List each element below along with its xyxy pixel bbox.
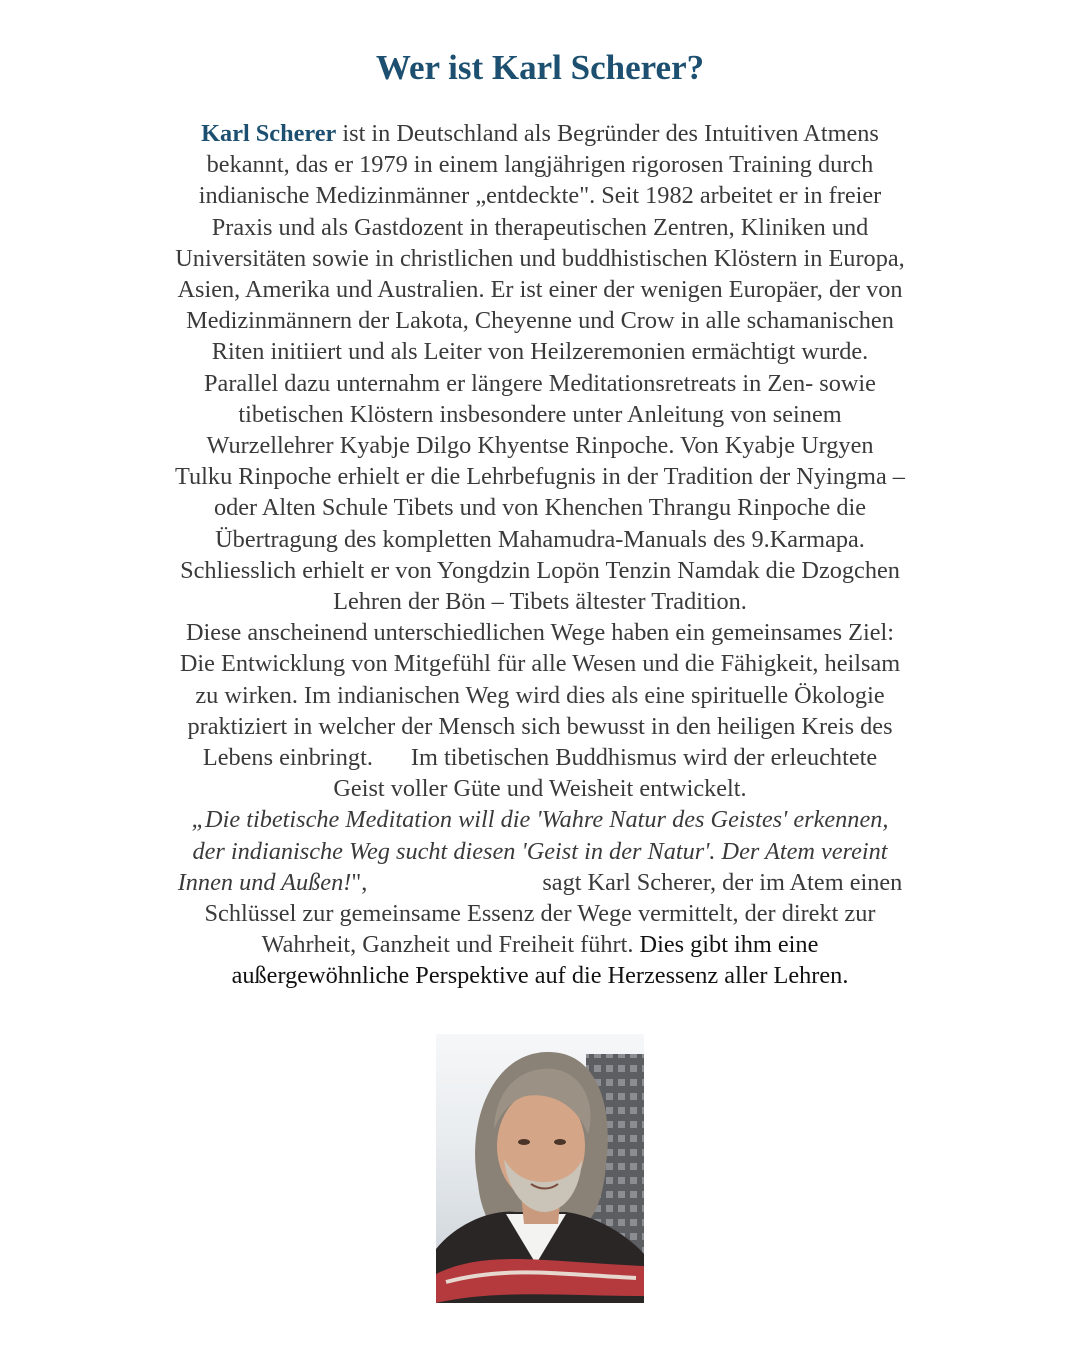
text-line: Riten initiiert und als Leiter von Heilzeremonien ermächtigt wurde. bbox=[211, 338, 869, 366]
text-line: oder Alten Schule Tibets und von Khenchen Thrangu Rinpoche die bbox=[213, 494, 867, 522]
text-line: Asien, Amerika und Australien. Er ist einer der wenigen Europäer, der von bbox=[177, 276, 903, 304]
text-line: praktiziert in welcher der Mensch sich bewusst in den heiligen Kreis des bbox=[187, 712, 893, 740]
text-line: Die Entwicklung von Mitgefühl für alle Wesen und die Fähigkeit, heilsam bbox=[179, 650, 901, 678]
biography-text bbox=[110, 118, 970, 992]
text-line: Tulku Rinpoche erhielt er die Lehrbefugnis in der Tradition der Nyingma – bbox=[175, 463, 905, 491]
quote-line: „Die tibetische Meditation will die 'Wahre Natur des Geistes' erkennen, bbox=[191, 806, 889, 834]
text-line: ist in Deutschland als Begründer des Intuitiven Atmens bbox=[336, 120, 879, 147]
text-line: Diese anscheinend unterschiedlichen Wege haben ein gemeinsames Ziel: bbox=[185, 619, 894, 647]
closing-text: Dies gibt ihm eine bbox=[639, 931, 819, 959]
text-line: tibetischen Klöstern insbesondere unter Anleitung von seinem bbox=[238, 400, 842, 428]
text-line: Schliesslich erhielt er von Yongdzin Lopön Tenzin Namdak die Dzogchen bbox=[180, 556, 900, 584]
text-line: Schlüssel zur gemeinsame Essenz der Wege vermittelt, der direkt zur bbox=[204, 900, 876, 928]
text-line: Lebens einbringt. bbox=[202, 744, 373, 772]
text-line: Im tibetischen Buddhismus wird der erleuchtete bbox=[410, 744, 878, 772]
closing-text: außergewöhnliche Perspektive auf die Herzessenz aller Lehren. bbox=[231, 962, 849, 990]
text-line: indianische Medizinmänner „entdeckte". Seit 1982 arbeitet er in freier bbox=[198, 182, 882, 210]
quote-line: Innen und Außen! bbox=[177, 868, 352, 896]
text-line: Wurzellehrer Kyabje Dilgo Khyentse Rinpoche. Von Kyabje Urgyen bbox=[206, 432, 874, 460]
text-line: zu wirken. Im indianischen Weg wird dies als eine spirituelle Ökologie bbox=[195, 681, 885, 709]
portrait-photo bbox=[436, 1034, 644, 1303]
lead-name: Karl Scherer bbox=[201, 120, 337, 147]
page-title: Wer ist Karl Scherer? bbox=[375, 48, 705, 87]
text-line: Geist voller Güte und Weisheit entwickelt. bbox=[333, 775, 747, 803]
text-line: Parallel dazu unternahm er längere Meditationsretreats in Zen- sowie bbox=[204, 369, 876, 397]
quote-line: der indianische Weg sucht diesen 'Geist in der Natur'. Der Atem vereint bbox=[192, 837, 888, 865]
text-line: Praxis und als Gastdozent in therapeutischen Zentren, Kliniken und bbox=[211, 213, 869, 241]
text-line: sagt Karl Scherer, der im Atem einen bbox=[542, 868, 903, 896]
text-line: Lehren der Bön – Tibets ältester Tradition. bbox=[333, 588, 747, 616]
text-line: Medizinmännern der Lakota, Cheyenne und Crow in alle schamanischen bbox=[186, 307, 894, 335]
text-line: Wahrheit, Ganzheit und Freiheit führt. bbox=[261, 931, 640, 959]
text-line: bekannt, das er 1979 in einem langjährigen rigorosen Training durch bbox=[206, 151, 874, 179]
text-line: Übertragung des kompletten Mahamudra-Manuals des 9.Karmapa. bbox=[215, 525, 865, 553]
text-line: Universitäten sowie in christlichen und buddhistischen Klöstern in Europa, bbox=[175, 244, 905, 272]
portrait-illustration bbox=[436, 1034, 644, 1303]
quote-close: ", bbox=[351, 868, 368, 896]
